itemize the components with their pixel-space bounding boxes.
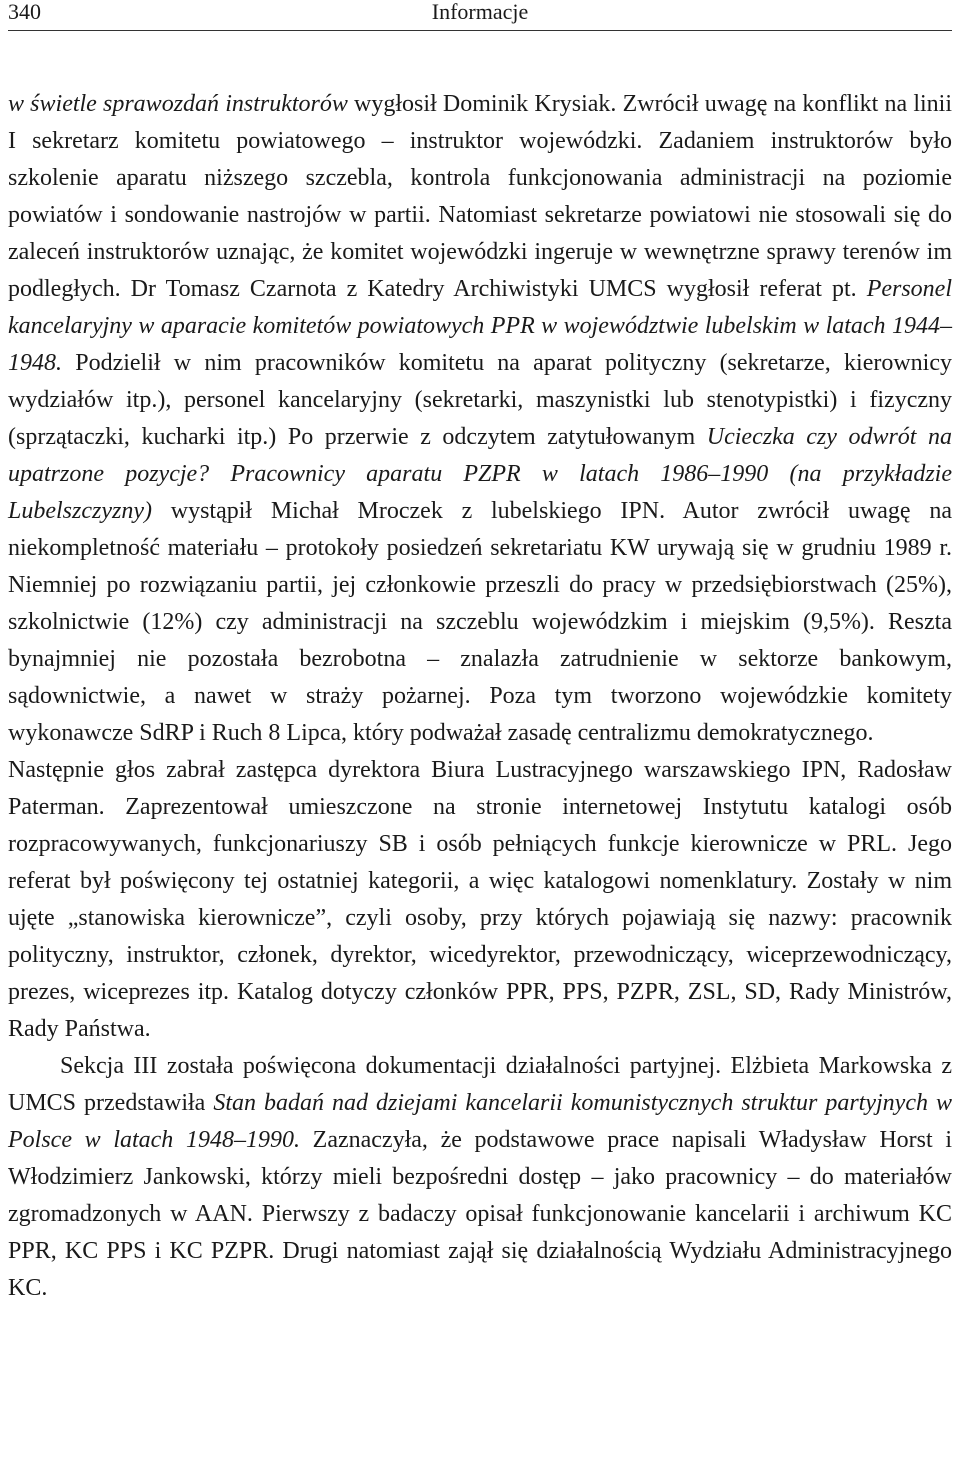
italic-title-text: Personel kancelaryjny w aparacie komitetów powiatowych PPR w województwie lubelskim w latach 1944–1948. — [8, 276, 952, 376]
running-head: Informacje — [431, 0, 529, 24]
text-run: wystąpił Michał Mroczek z lubelskiego IPN. Autor zwrócił uwagę na niekompletność materiału – protokoły posiedzeń sekretariatu KW urywają się w grudniu 1989 r. Niemniej po rozwiązaniu partii, jej członkowie przeszli do pracy w przedsiębiorstwach (25%), szkolnictwie (12%) czy administracji na szczeblu wojewódzkim i miejskim (9,5%). Reszta bynajmniej nie pozostała bezrobotna – znalazła zatrudnienie w sektorze bankowym, sądownictwie, a nawet w straży pożarnej. Poza tym tworzono wojewódzkie komitety wykonawcze SdRP i Ruch 8 Lipca, który podważał zasadę centralizmu demokratycznego. — [8, 498, 952, 746]
text-run: Podzielił w nim pracowników komitetu na aparat polityczny (sekretarze, kierownicy wydziałów itp.), personel kancelaryjny (sekretarki, maszynistki lub stenotypistki) i fizyczny (sprzątaczki, kucharki itp.) Po przerwie z odczytem zatytułowanym — [8, 350, 952, 450]
text-run: wygłosił Dominik Krysiak. Zwrócił uwagę na konflikt na linii I sekretarz komitetu powiatowego – instruktor wojewódzki. Zadaniem instruktorów było szkolenie aparatu niższego szczebla, kontrola funkcjonowania administracji na poziomie powiatów i sondowanie nastrojów w partii. Natomiast sekretarze powiatowi nie stosowali się do zaleceń instruktorów uznając, że komitet wojewódzki ingeruje w wewnętrzne sprawy terenów im podległych. Dr Tomasz Czarnota z Katedry Archiwistyki UMCS wygłosił referat pt. — [8, 91, 953, 302]
italic-title-text: Ucieczka czy odwrót na upatrzone pozycje? Pracownicy aparatu PZPR w latach 1986–1990 (na przykładzie Lubelszczyzny) — [8, 424, 953, 524]
paragraph — [8, 1048, 952, 1307]
paragraph — [8, 86, 952, 752]
page-number: 340 — [8, 0, 41, 24]
page-header — [8, 0, 952, 31]
text-run: Sekcja III została poświęcona dokumentacji działalności partyjnej. Elżbieta Markowska z UMCS przedstawiła — [8, 1053, 952, 1116]
italic-title-text: Stan badań nad dziejami kancelarii komunistycznych struktur partyjnych w Polsce w latach 1948–1990. — [8, 1090, 952, 1153]
italic-title-text: w świetle sprawozdań instruktorów — [8, 91, 348, 117]
article-body — [8, 86, 952, 1307]
text-run: Zaznaczyła, że podstawowe prace napisali Władysław Horst i Włodzimierz Jankowski, którzy mieli bezpośredni dostęp – jako pracownicy – do materiałów zgromadzonych w AAN. Pierwszy z badaczy opisał funkcjonowanie kancelarii i archiwum KC PPR, KC PPS i KC PZPR. Drugi natomiast zajął się działalnością Wydziału Administracyjnego KC. — [8, 1127, 953, 1301]
text-run: Następnie głos zabrał zastępca dyrektora Biura Lustracyjnego warszawskiego IPN, Radosław Paterman. Zaprezentował umieszczone na stronie internetowej Instytutu katalogi osób rozpracowywanych, funkcjonariuszy SB i osób pełniących funkcje kierownicze w PRL. Jego referat był poświęcony tej ostatniej kategorii, a więc katalogowi nomenklatury. Zostały w nim ujęte „stanowiska kierownicze”, czyli osoby, przy których pojawiają się nazwy: pracownik polityczny, instruktor, członek, dyrektor, wicedyrektor, przewodniczący, wiceprzewodniczący, prezes, wiceprezes itp. Katalog dotyczy członków PPR, PPS, PZPR, ZSL, SD, Rady Ministrów, Rady Państwa. — [8, 757, 952, 1042]
paragraph — [8, 752, 952, 1048]
